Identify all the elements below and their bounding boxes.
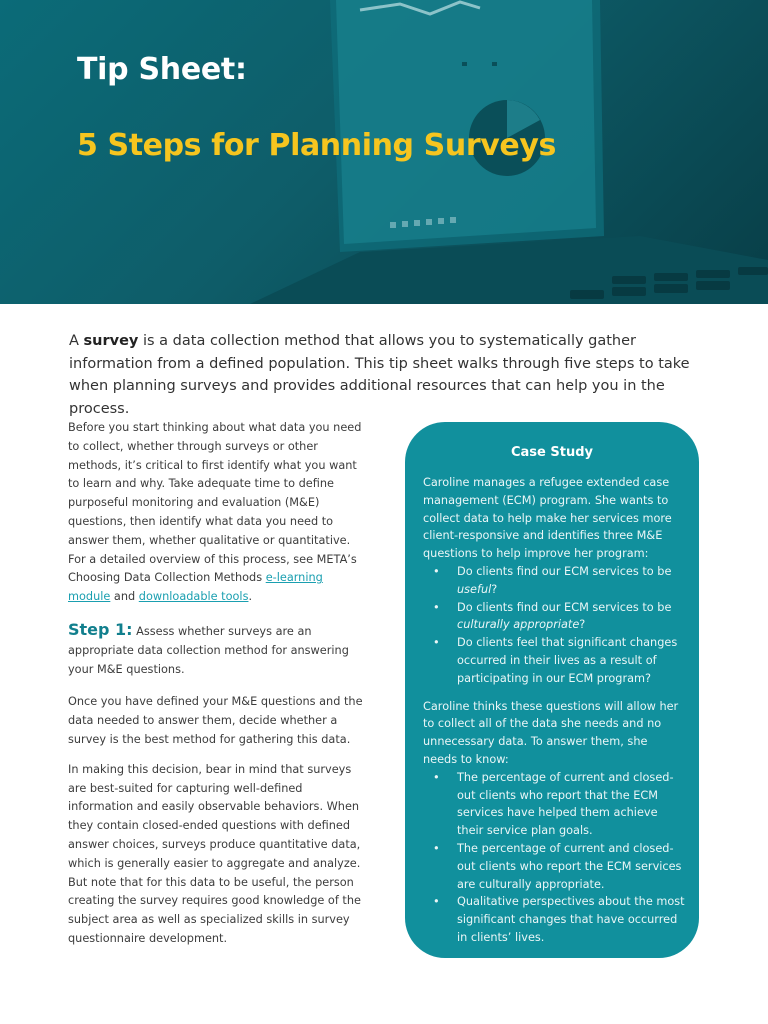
list-item: • The percentage of current and closed-out clients who report that the ECM services have helped them achieve their service plan goals.: [433, 770, 674, 838]
downloadable-tools-link[interactable]: downloadable tools: [138, 590, 249, 604]
page-subtitle: 5 Steps for Planning Surveys: [77, 128, 556, 163]
needs-list: [423, 769, 685, 947]
overview-paragraph: Before you start thinking about what data you need to collect, whether through surveys or other methods, it’s critical to first identify what you want to learn and why. Take adequate time to define purposeful monitoring and evaluation (M&E) questions, then identify what data you need to answer them, whether qualitative or quantitative. For a detailed overview of this process, see META’s Choosing Data Collection Methods e-learning module and downloadable tools.: [68, 421, 362, 604]
page-title: Tip Sheet:: [77, 52, 247, 87]
step1-heading: Step 1: Assess whether surveys are an appropriate data collection method for answering your M&E questions.: [68, 619, 349, 676]
case-study-intro: Caroline manages a refugee extended case management (ECM) program. She wants to collect data to help make her services more client-responsive and identifies three M&E questions to help improve her program:: [423, 476, 672, 561]
question-list: [423, 563, 685, 688]
list-item: • Do clients find our ECM services to be culturally appropriate?: [433, 600, 672, 632]
case-study-title: Case Study: [510, 445, 593, 460]
e-learning-module-link[interactable]: e-learning module: [68, 571, 323, 604]
case-study-body: [423, 474, 685, 957]
intro-paragraph: A survey is a data collection method that allows you to systematically gather information from a defined population. This tip sheet walks through five steps to take when planning surveys and provides additional resources that can help you in the process.: [69, 333, 690, 417]
left-column: [68, 419, 368, 960]
step1-paragraph-1: Once you have defined your M&E questions and the data needed to answer them, decide whether a survey is the best method for gathering this data.: [68, 695, 363, 746]
list-item: • Do clients feel that significant changes occurred in their lives as a result of participating in our ECM program?: [433, 636, 678, 685]
case-study-paragraph-2: Caroline thinks these questions will allow her to collect all of the data she needs and no unnecessary data. To answer them, she needs to know:: [423, 699, 679, 766]
hero-banner: [0, 0, 768, 304]
list-item: • Qualitative perspectives about the most significant changes that have occurred in clients’ lives.: [433, 895, 685, 944]
survey-term: survey: [83, 333, 139, 349]
step1-paragraph-2: In making this decision, bear in mind that surveys are best-suited for capturing well-defined information and easily observable behaviors. When they contain closed-ended questions with defined answer choices, surveys produce quantitative data, which is generally easier to aggregate and analyze. But note that for this data to be useful, the person creating the survey requires good knowledge of the subject area as well as specialized skills in survey questionnaire development.: [68, 762, 361, 945]
step1-label: Step 1:: [68, 619, 133, 639]
list-item: • Do clients find our ECM services to be useful?: [433, 564, 672, 596]
list-item: • The percentage of current and closed-out clients who report the ECM services are culturally appropriate.: [433, 841, 682, 891]
case-study-box: [405, 422, 699, 958]
